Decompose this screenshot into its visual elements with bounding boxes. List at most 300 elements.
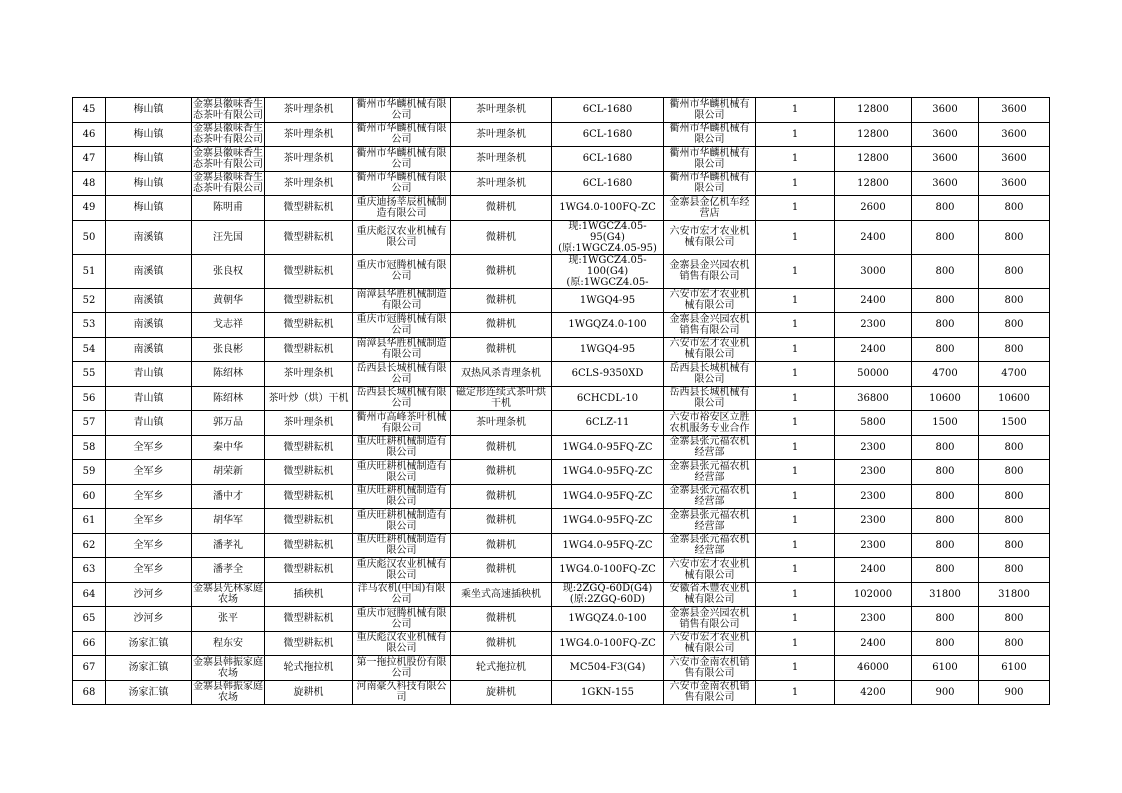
model-cell: MC504-F3(G4): [552, 656, 664, 681]
dealer-cell: 六安市金南农机销售有限公司: [664, 656, 756, 681]
machine-category-cell: 微型耕耘机: [265, 337, 353, 362]
buyer-cell: 金寨县韩振家庭农场: [193, 681, 263, 704]
buyer-cell: 金寨县徽味香生态茶叶有限公司: [193, 147, 263, 170]
manufacturer-cell: 重庆旺耕机械制造有限公司: [353, 533, 451, 558]
quantity-cell: 1: [756, 386, 835, 411]
buyer-cell: 张平: [192, 607, 265, 632]
table-row: [73, 98, 1050, 123]
town-cell: 全军乡: [106, 533, 192, 558]
town-cell: 全军乡: [106, 484, 192, 509]
row-number: 57: [73, 411, 106, 436]
row-number: 59: [73, 460, 106, 485]
row-number: 61: [73, 509, 106, 534]
dealer-cell: 金寨县张元福农机经营部: [664, 533, 756, 558]
buyer-cell: 陈绍林: [192, 386, 265, 411]
dealer-cell: 金寨县张元福农机经营部: [664, 484, 756, 509]
subsidy-table: [72, 97, 1050, 705]
product-name-cell: 微耕机: [451, 533, 552, 558]
machine-category-cell: 微型耕耘机: [265, 254, 353, 288]
product-name-cell: 双热风杀青理条机: [451, 362, 552, 387]
manufacturer-cell: 重庆旺耕机械制造有限公司: [353, 484, 451, 509]
total-subsidy-cell: 3600: [979, 122, 1050, 147]
row-number: 56: [73, 386, 106, 411]
model-cell: 1WG4.0-95FQ-ZC: [552, 460, 664, 485]
unit-subsidy-cell: 3600: [912, 98, 979, 123]
dealer-cell: 金寨县张元福农机经营部: [664, 460, 756, 485]
town-cell: 全军乡: [106, 509, 192, 534]
row-number: 45: [73, 98, 106, 123]
model-cell: 1WG4.0-95FQ-ZC: [552, 533, 664, 558]
buyer-cell: 金寨县徽味香生态茶叶有限公司: [193, 98, 263, 121]
total-subsidy-cell: 800: [979, 313, 1050, 338]
machine-category-cell: 微型耕耘机: [265, 533, 353, 558]
table-row: [73, 196, 1050, 221]
unit-subsidy-cell: 800: [912, 435, 979, 460]
dealer-cell: 金寨县金兴园农机销售有限公司: [664, 254, 756, 288]
product-name-cell: 茶叶理条机: [451, 171, 552, 196]
quantity-cell: 1: [756, 337, 835, 362]
sale-price-cell: 36800: [835, 386, 912, 411]
sale-price-cell: 2400: [835, 631, 912, 656]
manufacturer-cell: 重庆市冠腾机械有限公司: [353, 254, 451, 288]
table-body: [73, 98, 1050, 705]
unit-subsidy-cell: 800: [912, 460, 979, 485]
table-row: [73, 362, 1050, 387]
total-subsidy-cell: 800: [979, 460, 1050, 485]
buyer-cell: 金寨县徽味香生态茶叶有限公司: [193, 172, 263, 195]
unit-subsidy-cell: 800: [912, 631, 979, 656]
unit-subsidy-cell: 800: [912, 196, 979, 221]
product-name-cell: 微耕机: [451, 631, 552, 656]
town-cell: 青山镇: [106, 411, 192, 436]
quantity-cell: 1: [756, 607, 835, 632]
town-cell: 全军乡: [106, 435, 192, 460]
machine-category-cell: 微型耕耘机: [265, 558, 353, 583]
product-name-cell: 微耕机: [451, 337, 552, 362]
model-cell: 6CHCDL-10: [552, 386, 664, 411]
dealer-cell: 六安市宏才农业机械有限公司: [664, 631, 756, 656]
sale-price-cell: 12800: [835, 147, 912, 172]
machine-category-cell: 微型耕耘机: [265, 631, 353, 656]
total-subsidy-cell: 800: [979, 196, 1050, 221]
quantity-cell: 1: [756, 631, 835, 656]
product-name-cell: 微耕机: [451, 484, 552, 509]
dealer-cell: 安徽省禾豐农业机械有限公司: [664, 582, 756, 607]
quantity-cell: 1: [756, 680, 835, 705]
model-cell: 1WGQ4-95: [552, 288, 664, 313]
model-cell: 6CL-1680: [552, 98, 664, 123]
dealer-cell: 六安市宏才农业机械有限公司: [664, 558, 756, 583]
table-row: [73, 220, 1050, 254]
buyer-cell: 陈明甫: [192, 196, 265, 221]
unit-subsidy-cell: 3600: [912, 122, 979, 147]
product-name-cell: 微耕机: [451, 435, 552, 460]
town-cell: 南溪镇: [106, 254, 192, 288]
quantity-cell: 1: [756, 122, 835, 147]
manufacturer-cell: 衢州市华麟机械有限公司: [353, 147, 451, 172]
buyer-cell: 胡华军: [192, 509, 265, 534]
table-row: [73, 313, 1050, 338]
row-number: 58: [73, 435, 106, 460]
product-name-cell: 轮式拖拉机: [451, 656, 552, 681]
row-number: 62: [73, 533, 106, 558]
quantity-cell: 1: [756, 147, 835, 172]
table-row: [73, 411, 1050, 436]
model-cell: 1WG4.0-100FQ-ZC: [552, 196, 664, 221]
quantity-cell: 1: [756, 171, 835, 196]
row-number: 55: [73, 362, 106, 387]
machine-category-cell: 茶叶理条机: [265, 362, 353, 387]
town-cell: 汤家汇镇: [106, 656, 192, 681]
manufacturer-cell: 南漳县华胜机械制造有限公司: [353, 337, 451, 362]
dealer-cell: 岳西县长城机械有限公司: [664, 362, 756, 387]
row-number: 53: [73, 313, 106, 338]
product-name-cell: 磁定形连续式茶叶烘干机: [451, 386, 552, 411]
model-cell: 1WG4.0-100FQ-ZC: [552, 558, 664, 583]
dealer-cell: 岳西县长城机械有限公司: [664, 386, 756, 411]
town-cell: 汤家汇镇: [106, 680, 192, 705]
total-subsidy-cell: 800: [979, 337, 1050, 362]
product-name-cell: 微耕机: [451, 254, 552, 288]
sale-price-cell: 2600: [835, 196, 912, 221]
product-name-cell: 微耕机: [451, 196, 552, 221]
product-name-cell: 微耕机: [451, 509, 552, 534]
table-row: [73, 337, 1050, 362]
quantity-cell: 1: [756, 411, 835, 436]
table-row: [73, 509, 1050, 534]
model-cell: 1GKN-155: [552, 680, 664, 705]
buyer-cell: 潘孝礼: [192, 533, 265, 558]
machine-category-cell: 微型耕耘机: [265, 509, 353, 534]
row-number: 66: [73, 631, 106, 656]
manufacturer-cell: 南漳县华胜机械制造有限公司: [353, 288, 451, 313]
table-row: [73, 171, 1050, 196]
manufacturer-cell: 衢州市华麟机械有限公司: [353, 122, 451, 147]
row-number: 50: [73, 220, 106, 254]
row-number: 65: [73, 607, 106, 632]
machine-category-cell: 茶叶炒（烘）干机: [265, 386, 353, 411]
model-cell: 现:1WGCZ4.05-100(G4)(原:1WGCZ4.05-: [552, 254, 664, 288]
machine-category-cell: 微型耕耘机: [265, 435, 353, 460]
quantity-cell: 1: [756, 220, 835, 254]
sale-price-cell: 2300: [835, 533, 912, 558]
product-name-cell: 微耕机: [451, 558, 552, 583]
town-cell: 梅山镇: [106, 171, 192, 196]
table-row: [73, 288, 1050, 313]
dealer-cell: 六安市金南农机销售有限公司: [664, 680, 756, 705]
unit-subsidy-cell: 31800: [912, 582, 979, 607]
town-cell: 梅山镇: [106, 147, 192, 172]
buyer-cell: 金寨县徽味香生态茶叶有限公司: [193, 123, 263, 146]
product-name-cell: 茶叶理条机: [451, 411, 552, 436]
sale-price-cell: 46000: [835, 656, 912, 681]
town-cell: 南溪镇: [106, 337, 192, 362]
machine-category-cell: 微型耕耘机: [265, 484, 353, 509]
machine-category-cell: 茶叶理条机: [265, 171, 353, 196]
dealer-cell: 衢州市华麟机械有限公司: [664, 98, 756, 123]
sale-price-cell: 2400: [835, 337, 912, 362]
total-subsidy-cell: 800: [979, 435, 1050, 460]
total-subsidy-cell: 800: [979, 607, 1050, 632]
total-subsidy-cell: 900: [979, 680, 1050, 705]
product-name-cell: 茶叶理条机: [451, 147, 552, 172]
dealer-cell: 金寨县金亿机车经营店: [664, 196, 756, 221]
product-name-cell: 旋耕机: [451, 680, 552, 705]
unit-subsidy-cell: 3600: [912, 147, 979, 172]
buyer-cell: 秦中华: [192, 435, 265, 460]
dealer-cell: 六安市宏才农业机械有限公司: [664, 337, 756, 362]
total-subsidy-cell: 800: [979, 484, 1050, 509]
quantity-cell: 1: [756, 362, 835, 387]
manufacturer-cell: 重庆市冠腾机械有限公司: [353, 607, 451, 632]
buyer-cell: 张良彬: [192, 337, 265, 362]
model-cell: 6CL-1680: [552, 171, 664, 196]
manufacturer-cell: 重庆市冠腾机械有限公司: [353, 313, 451, 338]
town-cell: 梅山镇: [106, 122, 192, 147]
sale-price-cell: 2400: [835, 288, 912, 313]
unit-subsidy-cell: 800: [912, 484, 979, 509]
manufacturer-cell: 重庆彪汉农业机械有限公司: [353, 220, 451, 254]
manufacturer-cell: 河南豪久科技有限公司: [353, 680, 451, 705]
product-name-cell: 微耕机: [451, 288, 552, 313]
row-number: 47: [73, 147, 106, 172]
quantity-cell: 1: [756, 484, 835, 509]
manufacturer-cell: 岳西县长城机械有限公司: [353, 362, 451, 387]
table-row: [73, 558, 1050, 583]
machine-category-cell: 微型耕耘机: [265, 460, 353, 485]
manufacturer-cell: 重庆迪扬莘辰机械制造有限公司: [353, 196, 451, 221]
buyer-cell: 陈绍林: [192, 362, 265, 387]
unit-subsidy-cell: 800: [912, 220, 979, 254]
town-cell: 南溪镇: [106, 220, 192, 254]
product-name-cell: 茶叶理条机: [451, 98, 552, 123]
town-cell: 全军乡: [106, 460, 192, 485]
manufacturer-cell: 岳西县长城机械有限公司: [353, 386, 451, 411]
sale-price-cell: 102000: [835, 582, 912, 607]
table-row: [73, 484, 1050, 509]
table-row: [73, 435, 1050, 460]
sale-price-cell: 2400: [835, 558, 912, 583]
table-row: [73, 656, 1050, 681]
unit-subsidy-cell: 800: [912, 288, 979, 313]
town-cell: 梅山镇: [106, 98, 192, 123]
unit-subsidy-cell: 800: [912, 533, 979, 558]
buyer-cell: 郭万品: [192, 411, 265, 436]
quantity-cell: 1: [756, 509, 835, 534]
model-cell: 现:2ZGQ-60D(G4)(原:2ZGQ-60D): [552, 582, 664, 607]
sale-price-cell: 2300: [835, 313, 912, 338]
buyer-cell: 汪先国: [192, 220, 265, 254]
total-subsidy-cell: 6100: [979, 656, 1050, 681]
quantity-cell: 1: [756, 196, 835, 221]
dealer-cell: 金寨县张元福农机经营部: [664, 435, 756, 460]
machine-category-cell: 微型耕耘机: [265, 288, 353, 313]
model-cell: 1WGQ4-95: [552, 337, 664, 362]
sale-price-cell: 2300: [835, 509, 912, 534]
row-number: 60: [73, 484, 106, 509]
row-number: 63: [73, 558, 106, 583]
town-cell: 梅山镇: [106, 196, 192, 221]
product-name-cell: 乘坐式高速插秧机: [451, 582, 552, 607]
town-cell: 沙河乡: [106, 582, 192, 607]
machine-category-cell: 轮式拖拉机: [265, 656, 353, 681]
town-cell: 青山镇: [106, 362, 192, 387]
machine-category-cell: 旋耕机: [265, 680, 353, 705]
unit-subsidy-cell: 1500: [912, 411, 979, 436]
quantity-cell: 1: [756, 254, 835, 288]
manufacturer-cell: 重庆彪汉农业机械有限公司: [353, 631, 451, 656]
product-name-cell: 微耕机: [451, 313, 552, 338]
row-number: 51: [73, 254, 106, 288]
sale-price-cell: 12800: [835, 98, 912, 123]
machine-category-cell: 茶叶理条机: [265, 147, 353, 172]
unit-subsidy-cell: 3600: [912, 171, 979, 196]
table-row: [73, 533, 1050, 558]
manufacturer-cell: 衢州市华麟机械有限公司: [353, 98, 451, 123]
sale-price-cell: 2300: [835, 484, 912, 509]
manufacturer-cell: 衢州市高峰茶叶机械有限公司: [353, 411, 451, 436]
quantity-cell: 1: [756, 533, 835, 558]
sale-price-cell: 2300: [835, 607, 912, 632]
quantity-cell: 1: [756, 558, 835, 583]
model-cell: 6CL-1680: [552, 147, 664, 172]
model-cell: 现:1WGCZ4.05-95(G4)(原:1WGCZ4.05-95): [552, 220, 664, 254]
row-number: 52: [73, 288, 106, 313]
machine-category-cell: 插秧机: [265, 582, 353, 607]
row-number: 54: [73, 337, 106, 362]
unit-subsidy-cell: 4700: [912, 362, 979, 387]
total-subsidy-cell: 3600: [979, 171, 1050, 196]
total-subsidy-cell: 800: [979, 631, 1050, 656]
model-cell: 1WGQZ4.0-100: [552, 313, 664, 338]
machine-category-cell: 茶叶理条机: [265, 98, 353, 123]
unit-subsidy-cell: 800: [912, 254, 979, 288]
town-cell: 全军乡: [106, 558, 192, 583]
dealer-cell: 六安市裕安区立胜农机服务专业合作: [664, 411, 756, 436]
town-cell: 南溪镇: [106, 288, 192, 313]
model-cell: 1WG4.0-95FQ-ZC: [552, 435, 664, 460]
manufacturer-cell: 洋马农机(中国)有限公司: [353, 582, 451, 607]
table-row: [73, 254, 1050, 288]
product-name-cell: 微耕机: [451, 460, 552, 485]
buyer-cell: 潘孝全: [192, 558, 265, 583]
sale-price-cell: 3000: [835, 254, 912, 288]
dealer-cell: 六安市宏才农业机械有限公司: [664, 220, 756, 254]
quantity-cell: 1: [756, 98, 835, 123]
total-subsidy-cell: 800: [979, 220, 1050, 254]
quantity-cell: 1: [756, 582, 835, 607]
machine-category-cell: 微型耕耘机: [265, 220, 353, 254]
total-subsidy-cell: 800: [979, 558, 1050, 583]
model-cell: 1WG4.0-100FQ-ZC: [552, 631, 664, 656]
model-cell: 1WGQZ4.0-100: [552, 607, 664, 632]
total-subsidy-cell: 31800: [979, 582, 1050, 607]
row-number: 48: [73, 171, 106, 196]
table-row: [73, 386, 1050, 411]
dealer-cell: 六安市宏才农业机械有限公司: [664, 288, 756, 313]
buyer-cell: 程东安: [192, 631, 265, 656]
sale-price-cell: 2300: [835, 435, 912, 460]
unit-subsidy-cell: 800: [912, 313, 979, 338]
unit-subsidy-cell: 6100: [912, 656, 979, 681]
town-cell: 南溪镇: [106, 313, 192, 338]
model-cell: 6CLS-9350XD: [552, 362, 664, 387]
total-subsidy-cell: 3600: [979, 98, 1050, 123]
total-subsidy-cell: 800: [979, 509, 1050, 534]
table-row: [73, 680, 1050, 705]
model-cell: 6CL-1680: [552, 122, 664, 147]
row-number: 64: [73, 582, 106, 607]
buyer-cell: 黄朝华: [192, 288, 265, 313]
buyer-cell: 金寨县韩振家庭农场: [193, 656, 263, 679]
machine-category-cell: 微型耕耘机: [265, 607, 353, 632]
table-row: [73, 460, 1050, 485]
row-number: 46: [73, 122, 106, 147]
unit-subsidy-cell: 800: [912, 558, 979, 583]
sale-price-cell: 12800: [835, 122, 912, 147]
sale-price-cell: 5800: [835, 411, 912, 436]
row-number: 67: [73, 656, 106, 681]
model-cell: 1WG4.0-95FQ-ZC: [552, 509, 664, 534]
total-subsidy-cell: 10600: [979, 386, 1050, 411]
unit-subsidy-cell: 800: [912, 509, 979, 534]
buyer-cell: 潘中才: [192, 484, 265, 509]
model-cell: 6CLZ-11: [552, 411, 664, 436]
quantity-cell: 1: [756, 460, 835, 485]
manufacturer-cell: 重庆旺耕机械制造有限公司: [353, 509, 451, 534]
machine-category-cell: 微型耕耘机: [265, 313, 353, 338]
product-name-cell: 微耕机: [451, 220, 552, 254]
unit-subsidy-cell: 900: [912, 680, 979, 705]
dealer-cell: 衢州市华麟机械有限公司: [664, 171, 756, 196]
table-row: [73, 607, 1050, 632]
manufacturer-cell: 重庆旺耕机械制造有限公司: [353, 460, 451, 485]
dealer-cell: 金寨县金兴园农机销售有限公司: [664, 607, 756, 632]
buyer-cell: 戈志祥: [192, 313, 265, 338]
product-name-cell: 茶叶理条机: [451, 122, 552, 147]
table-row: [73, 122, 1050, 147]
sale-price-cell: 50000: [835, 362, 912, 387]
total-subsidy-cell: 800: [979, 288, 1050, 313]
sale-price-cell: 4200: [835, 680, 912, 705]
manufacturer-cell: 衢州市华麟机械有限公司: [353, 171, 451, 196]
town-cell: 汤家汇镇: [106, 631, 192, 656]
total-subsidy-cell: 800: [979, 533, 1050, 558]
total-subsidy-cell: 4700: [979, 362, 1050, 387]
quantity-cell: 1: [756, 313, 835, 338]
total-subsidy-cell: 3600: [979, 147, 1050, 172]
town-cell: 青山镇: [106, 386, 192, 411]
sale-price-cell: 2400: [835, 220, 912, 254]
product-name-cell: 微耕机: [451, 607, 552, 632]
buyer-cell: 张良权: [192, 254, 265, 288]
town-cell: 沙河乡: [106, 607, 192, 632]
machine-category-cell: 茶叶理条机: [265, 411, 353, 436]
dealer-cell: 金寨县张元福农机经营部: [664, 509, 756, 534]
sale-price-cell: 2300: [835, 460, 912, 485]
manufacturer-cell: 重庆旺耕机械制造有限公司: [353, 435, 451, 460]
machine-category-cell: 茶叶理条机: [265, 122, 353, 147]
quantity-cell: 1: [756, 656, 835, 681]
buyer-cell: 胡荣新: [192, 460, 265, 485]
buyer-cell: 金寨县先林家庭农场: [193, 583, 263, 606]
model-cell: 1WG4.0-95FQ-ZC: [552, 484, 664, 509]
quantity-cell: 1: [756, 288, 835, 313]
row-number: 68: [73, 680, 106, 705]
dealer-cell: 衢州市华麟机械有限公司: [664, 122, 756, 147]
table-row: [73, 147, 1050, 172]
total-subsidy-cell: 800: [979, 254, 1050, 288]
